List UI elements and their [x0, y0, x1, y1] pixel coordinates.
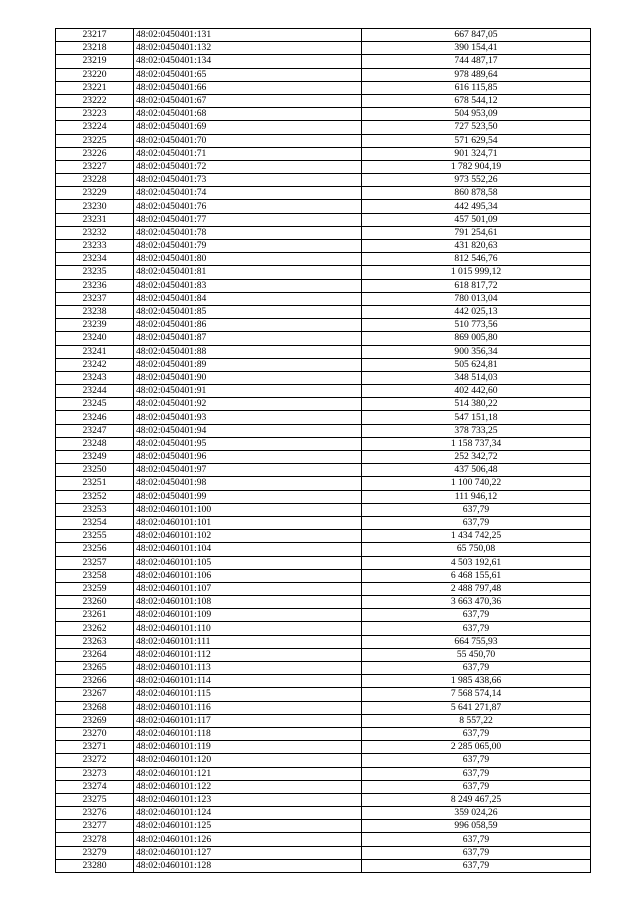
cadastral-value-cell: 390 154,41	[362, 42, 591, 55]
row-number-cell: 23268	[56, 701, 134, 714]
cadastral-number-cell: 48:02:0450401:67	[134, 94, 362, 107]
table-row	[56, 147, 591, 160]
table-row	[56, 200, 591, 213]
cadastral-value-cell: 978 489,64	[362, 68, 591, 81]
row-number-cell: 23234	[56, 253, 134, 266]
row-number-cell: 23226	[56, 147, 134, 160]
cadastral-value-cell: 4 503 192,61	[362, 556, 591, 569]
cadastral-value-cell: 678 544,12	[362, 94, 591, 107]
row-number-cell: 23276	[56, 807, 134, 820]
row-number-cell: 23262	[56, 622, 134, 635]
table-row	[56, 108, 591, 121]
row-number-cell: 23280	[56, 859, 134, 872]
cadastral-number-cell: 48:02:0450401:77	[134, 213, 362, 226]
table-row	[56, 569, 591, 582]
cadastral-number-cell: 48:02:0460101:114	[134, 675, 362, 688]
cadastral-number-cell: 48:02:0460101:128	[134, 859, 362, 872]
row-number-cell: 23274	[56, 780, 134, 793]
cadastral-value-cell: 637,79	[362, 503, 591, 516]
row-number-cell: 23258	[56, 569, 134, 582]
cadastral-number-cell: 48:02:0460101:126	[134, 833, 362, 846]
row-number-cell: 23227	[56, 160, 134, 173]
row-number-cell: 23263	[56, 635, 134, 648]
table-row	[56, 490, 591, 503]
row-number-cell: 23230	[56, 200, 134, 213]
cadastral-value-cell: 2 285 065,00	[362, 741, 591, 754]
cadastral-number-cell: 48:02:0450401:83	[134, 279, 362, 292]
table-row	[56, 543, 591, 556]
row-number-cell: 23259	[56, 582, 134, 595]
cadastral-number-cell: 48:02:0450401:76	[134, 200, 362, 213]
row-number-cell: 23260	[56, 596, 134, 609]
cadastral-value-cell: 744 487,17	[362, 55, 591, 68]
row-number-cell: 23218	[56, 42, 134, 55]
cadastral-number-cell: 48:02:0460101:104	[134, 543, 362, 556]
table-row	[56, 451, 591, 464]
cadastral-number-cell: 48:02:0450401:73	[134, 174, 362, 187]
cadastral-value-cell: 637,79	[362, 780, 591, 793]
table-row	[56, 701, 591, 714]
cadastral-value-cell: 55 450,70	[362, 648, 591, 661]
cadastral-value-cell: 378 733,25	[362, 424, 591, 437]
cadastral-value-cell: 637,79	[362, 833, 591, 846]
cadastral-value-cell: 637,79	[362, 727, 591, 740]
cadastral-value-cell: 8 557,22	[362, 714, 591, 727]
cadastral-number-cell: 48:02:0450401:69	[134, 121, 362, 134]
cadastral-value-cell: 571 629,54	[362, 134, 591, 147]
cadastral-number-cell: 48:02:0450401:68	[134, 108, 362, 121]
row-number-cell: 23266	[56, 675, 134, 688]
cadastral-value-table	[55, 28, 591, 873]
table-row	[56, 820, 591, 833]
row-number-cell: 23261	[56, 609, 134, 622]
cadastral-value-cell: 996 058,59	[362, 820, 591, 833]
cadastral-value-cell: 637,79	[362, 846, 591, 859]
table-row	[56, 42, 591, 55]
cadastral-number-cell: 48:02:0460101:101	[134, 516, 362, 529]
row-number-cell: 23241	[56, 345, 134, 358]
cadastral-value-cell: 2 488 797,48	[362, 582, 591, 595]
cadastral-value-cell: 637,79	[362, 609, 591, 622]
table-row	[56, 741, 591, 754]
table-row	[56, 332, 591, 345]
cadastral-value-cell: 637,79	[362, 754, 591, 767]
cadastral-number-cell: 48:02:0460101:118	[134, 727, 362, 740]
cadastral-value-cell: 637,79	[362, 662, 591, 675]
cadastral-value-cell: 780 013,04	[362, 292, 591, 305]
cadastral-number-cell: 48:02:0460101:123	[134, 793, 362, 806]
table-row	[56, 134, 591, 147]
row-number-cell: 23253	[56, 503, 134, 516]
row-number-cell: 23275	[56, 793, 134, 806]
table-row	[56, 398, 591, 411]
cadastral-number-cell: 48:02:0460101:119	[134, 741, 362, 754]
table-row	[56, 292, 591, 305]
cadastral-number-cell: 48:02:0460101:115	[134, 688, 362, 701]
cadastral-value-cell: 1 100 740,22	[362, 477, 591, 490]
cadastral-value-cell: 437 506,48	[362, 464, 591, 477]
cadastral-value-cell: 727 523,50	[362, 121, 591, 134]
row-number-cell: 23270	[56, 727, 134, 740]
table-row	[56, 675, 591, 688]
row-number-cell: 23231	[56, 213, 134, 226]
table-row	[56, 226, 591, 239]
cadastral-number-cell: 48:02:0450401:74	[134, 187, 362, 200]
cadastral-number-cell: 48:02:0450401:134	[134, 55, 362, 68]
row-number-cell: 23246	[56, 411, 134, 424]
cadastral-number-cell: 48:02:0450401:84	[134, 292, 362, 305]
row-number-cell: 23277	[56, 820, 134, 833]
table-row	[56, 807, 591, 820]
cadastral-number-cell: 48:02:0460101:108	[134, 596, 362, 609]
table-row	[56, 477, 591, 490]
row-number-cell: 23264	[56, 648, 134, 661]
table-row	[56, 530, 591, 543]
row-number-cell: 23269	[56, 714, 134, 727]
cadastral-number-cell: 48:02:0450401:86	[134, 319, 362, 332]
cadastral-value-cell: 860 878,58	[362, 187, 591, 200]
table-row	[56, 516, 591, 529]
cadastral-value-cell: 504 953,09	[362, 108, 591, 121]
cadastral-value-cell: 618 817,72	[362, 279, 591, 292]
table-row	[56, 371, 591, 384]
table-body	[56, 29, 591, 873]
table-row	[56, 662, 591, 675]
cadastral-value-cell: 547 151,18	[362, 411, 591, 424]
table-row	[56, 305, 591, 318]
cadastral-value-cell: 359 024,26	[362, 807, 591, 820]
cadastral-number-cell: 48:02:0450401:90	[134, 371, 362, 384]
table-row	[56, 55, 591, 68]
cadastral-number-cell: 48:02:0450401:88	[134, 345, 362, 358]
cadastral-value-cell: 812 546,76	[362, 253, 591, 266]
cadastral-number-cell: 48:02:0450401:132	[134, 42, 362, 55]
table-row	[56, 754, 591, 767]
cadastral-number-cell: 48:02:0460101:117	[134, 714, 362, 727]
cadastral-number-cell: 48:02:0450401:98	[134, 477, 362, 490]
table-row	[56, 213, 591, 226]
cadastral-value-cell: 252 342,72	[362, 451, 591, 464]
cadastral-number-cell: 48:02:0450401:79	[134, 240, 362, 253]
table-row	[56, 503, 591, 516]
table-row	[56, 635, 591, 648]
cadastral-value-cell: 900 356,34	[362, 345, 591, 358]
row-number-cell: 23251	[56, 477, 134, 490]
row-number-cell: 23228	[56, 174, 134, 187]
cadastral-value-cell: 348 514,03	[362, 371, 591, 384]
row-number-cell: 23232	[56, 226, 134, 239]
cadastral-number-cell: 48:02:0450401:72	[134, 160, 362, 173]
row-number-cell: 23233	[56, 240, 134, 253]
cadastral-value-cell: 667 847,05	[362, 29, 591, 42]
cadastral-value-cell: 637,79	[362, 767, 591, 780]
cadastral-value-cell: 1 158 737,34	[362, 437, 591, 450]
row-number-cell: 23240	[56, 332, 134, 345]
table-row	[56, 767, 591, 780]
row-number-cell: 23243	[56, 371, 134, 384]
cadastral-number-cell: 48:02:0460101:112	[134, 648, 362, 661]
cadastral-number-cell: 48:02:0460101:106	[134, 569, 362, 582]
cadastral-number-cell: 48:02:0450401:85	[134, 305, 362, 318]
table-row	[56, 358, 591, 371]
cadastral-number-cell: 48:02:0460101:127	[134, 846, 362, 859]
cadastral-number-cell: 48:02:0450401:92	[134, 398, 362, 411]
row-number-cell: 23229	[56, 187, 134, 200]
cadastral-value-cell: 65 750,08	[362, 543, 591, 556]
row-number-cell: 23219	[56, 55, 134, 68]
table-row	[56, 846, 591, 859]
table-row	[56, 266, 591, 279]
row-number-cell: 23267	[56, 688, 134, 701]
row-number-cell: 23252	[56, 490, 134, 503]
cadastral-value-cell: 7 568 574,14	[362, 688, 591, 701]
table-row	[56, 240, 591, 253]
row-number-cell: 23278	[56, 833, 134, 846]
table-row	[56, 253, 591, 266]
table-row	[56, 385, 591, 398]
cadastral-number-cell: 48:02:0460101:105	[134, 556, 362, 569]
table-row	[56, 68, 591, 81]
cadastral-number-cell: 48:02:0460101:111	[134, 635, 362, 648]
row-number-cell: 23244	[56, 385, 134, 398]
cadastral-number-cell: 48:02:0460101:113	[134, 662, 362, 675]
row-number-cell: 23217	[56, 29, 134, 42]
cadastral-value-cell: 616 115,85	[362, 81, 591, 94]
row-number-cell: 23221	[56, 81, 134, 94]
cadastral-value-cell: 402 442,60	[362, 385, 591, 398]
table-row	[56, 648, 591, 661]
cadastral-value-cell: 1 985 438,66	[362, 675, 591, 688]
cadastral-value-cell: 901 324,71	[362, 147, 591, 160]
table-row	[56, 160, 591, 173]
row-number-cell: 23254	[56, 516, 134, 529]
table-row	[56, 437, 591, 450]
table-row	[56, 345, 591, 358]
row-number-cell: 23245	[56, 398, 134, 411]
cadastral-value-cell: 510 773,56	[362, 319, 591, 332]
cadastral-number-cell: 48:02:0450401:94	[134, 424, 362, 437]
table-row	[56, 582, 591, 595]
table-row	[56, 688, 591, 701]
cadastral-value-cell: 664 755,93	[362, 635, 591, 648]
table-row	[56, 780, 591, 793]
table-row	[56, 793, 591, 806]
cadastral-number-cell: 48:02:0450401:66	[134, 81, 362, 94]
cadastral-number-cell: 48:02:0460101:122	[134, 780, 362, 793]
cadastral-value-cell: 514 380,22	[362, 398, 591, 411]
cadastral-value-cell: 791 254,61	[362, 226, 591, 239]
cadastral-value-cell: 505 624,81	[362, 358, 591, 371]
cadastral-number-cell: 48:02:0450401:93	[134, 411, 362, 424]
cadastral-number-cell: 48:02:0450401:89	[134, 358, 362, 371]
cadastral-number-cell: 48:02:0450401:71	[134, 147, 362, 160]
row-number-cell: 23271	[56, 741, 134, 754]
cadastral-value-cell: 8 249 467,25	[362, 793, 591, 806]
cadastral-value-cell: 442 495,34	[362, 200, 591, 213]
cadastral-value-cell: 5 641 271,87	[362, 701, 591, 714]
document-page	[55, 28, 590, 873]
cadastral-number-cell: 48:02:0450401:78	[134, 226, 362, 239]
table-row	[56, 121, 591, 134]
table-row	[56, 609, 591, 622]
cadastral-value-cell: 111 946,12	[362, 490, 591, 503]
row-number-cell: 23242	[56, 358, 134, 371]
cadastral-number-cell: 48:02:0460101:102	[134, 530, 362, 543]
cadastral-number-cell: 48:02:0450401:91	[134, 385, 362, 398]
table-row	[56, 411, 591, 424]
cadastral-number-cell: 48:02:0450401:99	[134, 490, 362, 503]
cadastral-number-cell: 48:02:0460101:125	[134, 820, 362, 833]
row-number-cell: 23256	[56, 543, 134, 556]
row-number-cell: 23222	[56, 94, 134, 107]
table-row	[56, 556, 591, 569]
cadastral-number-cell: 48:02:0450401:70	[134, 134, 362, 147]
cadastral-value-cell: 1 434 742,25	[362, 530, 591, 543]
table-row	[56, 94, 591, 107]
cadastral-number-cell: 48:02:0450401:81	[134, 266, 362, 279]
row-number-cell: 23250	[56, 464, 134, 477]
cadastral-number-cell: 48:02:0460101:120	[134, 754, 362, 767]
cadastral-number-cell: 48:02:0450401:65	[134, 68, 362, 81]
row-number-cell: 23257	[56, 556, 134, 569]
row-number-cell: 23238	[56, 305, 134, 318]
cadastral-value-cell: 637,79	[362, 859, 591, 872]
row-number-cell: 23248	[56, 437, 134, 450]
cadastral-value-cell: 869 005,80	[362, 332, 591, 345]
table-row	[56, 81, 591, 94]
table-row	[56, 279, 591, 292]
cadastral-number-cell: 48:02:0450401:97	[134, 464, 362, 477]
cadastral-number-cell: 48:02:0460101:109	[134, 609, 362, 622]
table-row	[56, 859, 591, 872]
cadastral-number-cell: 48:02:0450401:87	[134, 332, 362, 345]
table-row	[56, 29, 591, 42]
cadastral-number-cell: 48:02:0450401:131	[134, 29, 362, 42]
cadastral-value-cell: 431 820,63	[362, 240, 591, 253]
row-number-cell: 23272	[56, 754, 134, 767]
row-number-cell: 23235	[56, 266, 134, 279]
cadastral-number-cell: 48:02:0450401:95	[134, 437, 362, 450]
table-row	[56, 424, 591, 437]
row-number-cell: 23265	[56, 662, 134, 675]
table-row	[56, 187, 591, 200]
row-number-cell: 23273	[56, 767, 134, 780]
table-row	[56, 596, 591, 609]
row-number-cell: 23237	[56, 292, 134, 305]
row-number-cell: 23223	[56, 108, 134, 121]
row-number-cell: 23220	[56, 68, 134, 81]
cadastral-value-cell: 637,79	[362, 622, 591, 635]
cadastral-value-cell: 457 501,09	[362, 213, 591, 226]
row-number-cell: 23236	[56, 279, 134, 292]
row-number-cell: 23224	[56, 121, 134, 134]
row-number-cell: 23279	[56, 846, 134, 859]
row-number-cell: 23249	[56, 451, 134, 464]
table-row	[56, 727, 591, 740]
cadastral-value-cell: 637,79	[362, 516, 591, 529]
cadastral-value-cell: 442 025,13	[362, 305, 591, 318]
row-number-cell: 23239	[56, 319, 134, 332]
cadastral-number-cell: 48:02:0460101:121	[134, 767, 362, 780]
cadastral-value-cell: 1 782 904,19	[362, 160, 591, 173]
cadastral-value-cell: 3 663 470,36	[362, 596, 591, 609]
row-number-cell: 23247	[56, 424, 134, 437]
cadastral-value-cell: 973 552,26	[362, 174, 591, 187]
cadastral-value-cell: 1 015 999,12	[362, 266, 591, 279]
table-row	[56, 319, 591, 332]
row-number-cell: 23225	[56, 134, 134, 147]
table-row	[56, 622, 591, 635]
row-number-cell: 23255	[56, 530, 134, 543]
cadastral-number-cell: 48:02:0460101:116	[134, 701, 362, 714]
cadastral-number-cell: 48:02:0460101:110	[134, 622, 362, 635]
cadastral-number-cell: 48:02:0460101:107	[134, 582, 362, 595]
table-row	[56, 464, 591, 477]
table-row	[56, 174, 591, 187]
table-row	[56, 833, 591, 846]
table-row	[56, 714, 591, 727]
cadastral-number-cell: 48:02:0450401:80	[134, 253, 362, 266]
cadastral-number-cell: 48:02:0450401:96	[134, 451, 362, 464]
cadastral-number-cell: 48:02:0460101:124	[134, 807, 362, 820]
cadastral-value-cell: 6 468 155,61	[362, 569, 591, 582]
cadastral-number-cell: 48:02:0460101:100	[134, 503, 362, 516]
